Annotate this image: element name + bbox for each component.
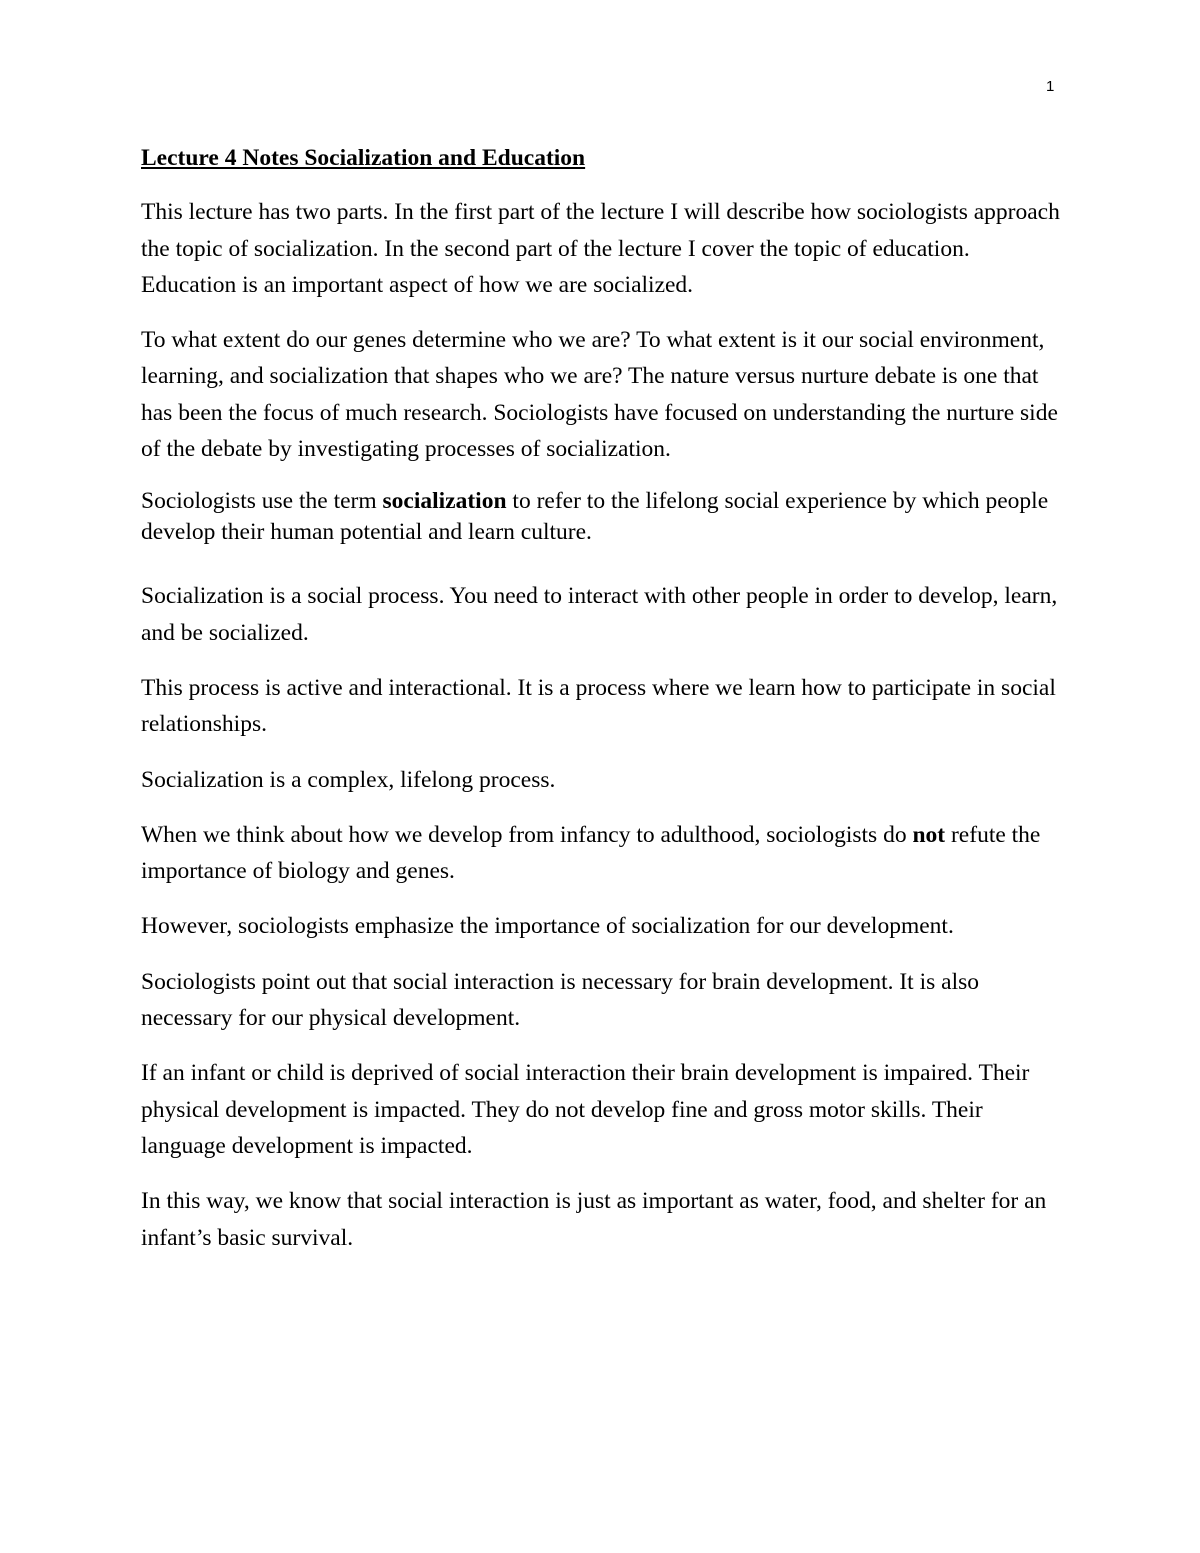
- term-socialization: socialization: [382, 488, 507, 515]
- paragraph-biology: [141, 817, 1066, 890]
- document-body: [141, 140, 1066, 1275]
- biology-text-before: When we think about how we develop from infancy to adulthood, sociologists do: [141, 821, 913, 848]
- paragraph-complex-process: Socialization is a complex, lifelong process.: [141, 766, 556, 793]
- paragraph-survival: In this way, we know that social interaction is just as important as water, food, and shelter for an infant’s basic survival.: [141, 1188, 1047, 1251]
- paragraph-social-process: Socialization is a social process. You need to interact with other people in order to develop, learn, and be socialized.: [141, 583, 1058, 646]
- paragraph-active-process: This process is active and interactional. It is a process where we learn how to participate in social relationships.: [141, 674, 1056, 738]
- biology-text-after: refute the importance of biology and genes.: [141, 821, 1041, 885]
- paragraph-brain-development: Sociologists point out that social interaction is necessary for brain development. It is also necessary for our physical development.: [141, 968, 979, 1032]
- document-title: Lecture 4 Notes Socialization and Education: [141, 145, 586, 171]
- definition-text-before: Sociologists use the term: [141, 488, 383, 515]
- paragraph-however: However, sociologists emphasize the importance of socialization for our development.: [141, 913, 954, 940]
- paragraph-nature-nurture: To what extent do our genes determine who we are? To what extent is it our social environment, learning, and socialization that shapes who we are? The nature versus nurture debate is one that has been the focus of much research. Sociologists have focused on understanding the nurture side of the debate by investigating processes of socialization.: [141, 327, 1058, 463]
- paragraph-socialization-definition: [141, 486, 1066, 548]
- paragraph-intro: This lecture has two parts. In the first part of the lecture I will describe how sociologists approach the topic of socialization. In the second part of the lecture I cover the topic of education. Education is an important aspect of how we are socialized.: [141, 199, 1060, 298]
- paragraph-deprivation: If an infant or child is deprived of social interaction their brain development is impaired. Their physical development is impacted. They do not develop fine and gross motor skills. Their language development is impacted.: [141, 1060, 1030, 1159]
- definition-text-after: to refer to the lifelong social experience by which people develop their human potential and learn culture.: [141, 488, 1049, 546]
- emphasis-not: not: [912, 821, 946, 848]
- page-number: 1: [1046, 78, 1055, 95]
